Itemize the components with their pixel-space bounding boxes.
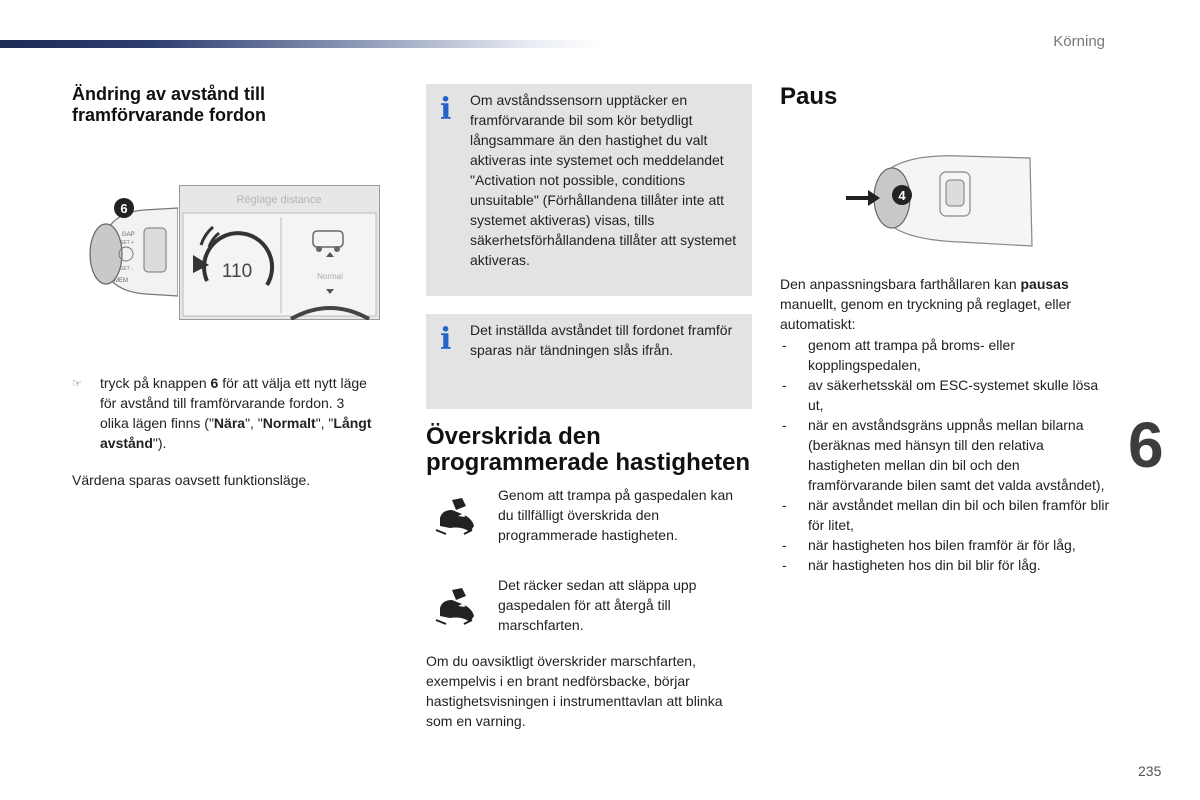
- list-item-text: när hastigheten hos bilen framför är för låg,: [808, 537, 1076, 553]
- list-item: [780, 415, 1110, 495]
- middle-heading: Överskrida den programmerade hastigheten: [426, 423, 751, 476]
- bullet-text-prefix: tryck på knappen: [100, 375, 211, 391]
- bullet-text-end: ").: [152, 435, 167, 451]
- info-icon: i: [440, 322, 452, 357]
- list-item: [780, 555, 1110, 575]
- step2-text: Det räcker sedan att släppa upp gaspedalen för att återgå till marschfarten.: [498, 577, 697, 633]
- bullet-key: 6: [210, 375, 219, 391]
- list-item-text: när avståndet mellan din bil och bilen framför blir för litet,: [808, 497, 1110, 533]
- right-intro-post: manuellt, genom en tryckning på reglaget, eller automatiskt:: [780, 296, 1072, 332]
- right-intro-bold: pausas: [1020, 276, 1069, 292]
- info-box-1: [426, 84, 752, 296]
- mode-normalt: Normalt: [262, 415, 316, 431]
- screen-title: Réglage distance: [236, 194, 322, 206]
- left-note: Värdena sparas oavsett funktionsläge.: [72, 472, 311, 488]
- distance-screen-illustration: [179, 185, 380, 320]
- accelerator-release-icon: [432, 586, 478, 628]
- dash-marker: -: [782, 557, 787, 573]
- list-item: [780, 495, 1110, 535]
- dash-marker: -: [782, 497, 787, 513]
- section-title: Körning: [1053, 33, 1105, 50]
- lever-label-mem: MEM: [114, 278, 128, 284]
- pause-conditions-list: [780, 335, 1110, 575]
- dash-marker: -: [782, 417, 787, 433]
- info-box-2-text: Det inställda avståndet till fordonet framför sparas när tändningen slås ifrån.: [470, 322, 733, 358]
- list-item: [780, 535, 1110, 555]
- accelerator-foot-icon: [432, 496, 478, 538]
- right-heading: Paus: [780, 83, 838, 110]
- list-item-text: när en avståndsgräns uppnås mellan bilarna (beräknas med hänsyn till den relativa hastigheten mellan din bil och den framförvarande bilen samt det valda avståndet),: [808, 417, 1105, 493]
- left-heading: Ändring av avstånd till framförvarande fordon: [72, 84, 267, 125]
- dash-marker: -: [782, 377, 787, 393]
- list-item-text: genom att trampa på broms- eller kopplingspedalen,: [808, 337, 1015, 373]
- middle-note: Om du oavsiktligt överskrider marschfarten, exempelvis i en brant nedförsbacke, börjar hastighetsvisningen i instrumenttavlan att blinka som en varning.: [426, 653, 723, 729]
- dash-marker: -: [782, 537, 787, 553]
- bullet-text-mid: för att välja ett nytt läge för avstånd till framförvarande fordon. 3 olika lägen finns (": [100, 375, 367, 431]
- list-item: [780, 335, 1110, 375]
- list-item-text: av säkerhetsskäl om ESC-systemet skulle lösa ut,: [808, 377, 1099, 413]
- button-number-badge-4: 4: [898, 188, 906, 203]
- dash-marker: -: [782, 337, 787, 353]
- list-item: [780, 375, 1110, 415]
- right-intro-pre: Den anpassningsbara farthållaren kan: [780, 276, 1021, 292]
- steering-lever-illustration: [86, 192, 178, 300]
- list-item-text: när hastigheten hos din bil blir för låg.: [808, 557, 1041, 573]
- screen-mode-label: Normal: [317, 272, 343, 281]
- pause-lever-illustration: [840, 150, 1040, 250]
- right-intro: [780, 274, 1110, 334]
- chapter-number: 6: [1128, 409, 1164, 481]
- lever-label-gap: GAP: [122, 232, 135, 238]
- info-icon: i: [440, 92, 452, 127]
- info-box-2: [426, 314, 752, 409]
- bullet-sep2: ", ": [315, 415, 334, 431]
- button-number-badge-6: 6: [120, 201, 128, 216]
- bullet-marker-icon: ☞: [72, 378, 82, 390]
- step1-text: Genom att trampa på gaspedalen kan du tillfälligt överskrida den programmerade hastigheten.: [498, 487, 734, 543]
- page-number: 235: [1138, 763, 1162, 779]
- mode-langt: Långt avstånd: [100, 415, 372, 451]
- mode-nara: Nära: [213, 415, 246, 431]
- bullet-sep1: ", ": [245, 415, 263, 431]
- left-bullet: [72, 373, 372, 453]
- lever-label-set-plus: SET +: [120, 240, 134, 246]
- lever-label-set-minus: SET -: [120, 266, 133, 272]
- screen-speed: 110: [221, 261, 253, 282]
- header-color-bar: [0, 40, 600, 48]
- info-box-1-text: Om avståndssensorn upptäcker en framförvarande bil som kör betydligt långsammare än den hastighet du valt aktiveras inte systemet och meddelandet "Activation not possible, conditions unsuitable" (Förhållandena tillåter inte att systemet aktiveras) visas, tills säkerhetsförhållandena tillåter att systemet aktiveras.: [470, 92, 737, 268]
